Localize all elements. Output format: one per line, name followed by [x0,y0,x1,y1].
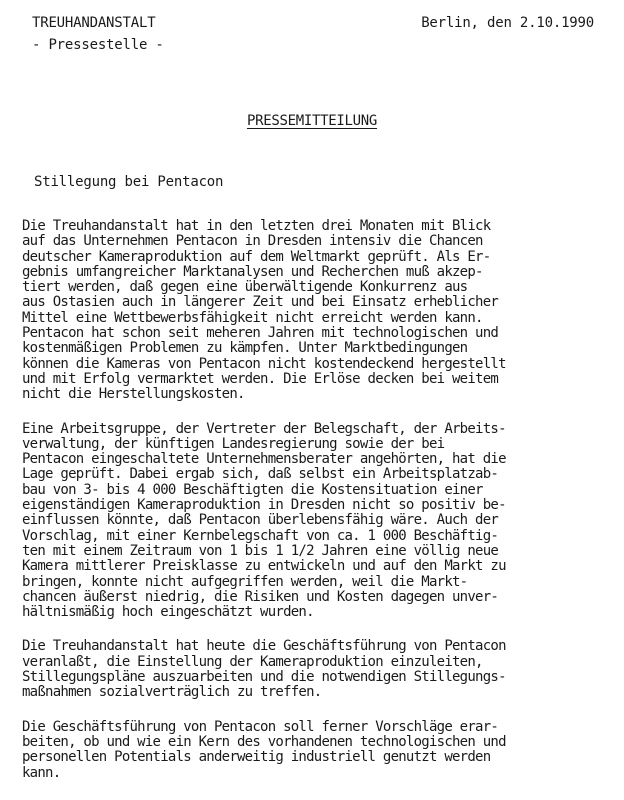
text-line: kann. [22,764,61,781]
text-line: aus Ostasien auch in längerer Zeit und bei Einsatz erheblicher [22,294,499,311]
text-line: Lage geprüft. Dabei ergab sich, daß selbst ein Arbeitsplatzab- [22,466,499,483]
subject-line: Stillegung bei Pentacon [34,174,224,190]
text-line: hältnismäßig hoch eingeschätzt wurden. [22,604,314,621]
text-line: gebnis umfangreicher Marktanalysen und Recherchen muß akzep- [22,263,483,280]
text-line: chancen äußerst niedrig, die Risiken und Kosten dagegen unver- [22,588,499,605]
text-line: Die Treuhandanstalt hat heute die Geschäftsführung von Pentacon [22,638,506,655]
text-line: Eine Arbeitsgruppe, der Vertreter der Belegschaft, der Arbeits- [22,420,506,437]
text-line: ten mit einem Zeitraum von 1 bis 1 1/2 Jahren eine völlig neue [22,542,499,559]
text-line: personellen Potentials anderweitig industriell genutzt werden [22,749,491,766]
text-line: bringen, konnte nicht aufgegriffen werden, weil die Markt- [22,573,468,590]
paragraph [22,422,612,621]
text-line: deutscher Kameraproduktion auf dem Weltmarkt geprüft. Als Er- [22,248,491,265]
department-name: - Pressestelle - [32,37,164,53]
text-line: bau von 3- bis 4 000 Beschäftigten die Kostensituation einer [22,481,483,498]
text-line: tiert werden, daß gegen eine überwältigende Konkurrenz aus [22,279,468,296]
text-line: Mittel eine Wettbewerbsfähigkeit nicht erreicht werden kann. [22,309,483,326]
place-date: Berlin, den 2.10.1990 [421,15,594,31]
text-line: Die Treuhandanstalt hat in den letzten drei Monaten mit Blick [22,218,491,234]
organization-name: TREUHANDANSTALT [32,15,156,31]
body-text [22,219,612,800]
text-line: Pentacon hat schon seit meheren Jahren mit technologischen und [22,325,499,342]
text-line: Kamera mittlerer Preisklasse zu entwickeln und auf den Markt zu [22,558,506,575]
document-title: PRESSEMITTEILUNG [246,113,378,129]
document-title-wrapper [0,112,624,130]
text-line: beiten, ob und wie ein Kern des vorhandenen technologischen und [22,733,506,750]
text-line: einflussen könnte, daß Pentacon überlebensfähig wäre. Auch der [22,512,499,529]
letterhead [32,12,164,56]
paragraph [22,720,612,781]
text-line: maßnahmen sozialverträglich zu treffen. [22,684,322,701]
text-line: nicht die Herstellungskosten. [22,386,245,403]
text-line: auf das Unternehmen Pentacon in Dresden intensiv die Chancen [22,233,483,250]
text-line: und mit Erfolg vermarktet werden. Die Erlöse decken bei weitem [22,370,499,387]
text-line: Stillegungspläne auszuarbeiten und die notwendigen Stillegungs- [22,669,506,686]
text-line: eigenständigen Kameraproduktion in Dresden nicht so positiv be- [22,497,506,514]
text-line: kostenmäßigen Problemen zu kämpfen. Unter Marktbedingungen [22,340,468,357]
text-line: können die Kameras von Pentacon nicht kostendeckend hergestellt [22,355,506,372]
paragraph [22,219,612,403]
text-line: verwaltung, der künftigen Landesregierung sowie der bei [22,435,445,452]
text-line: Pentacon eingeschaltete Unternehmensberater angehörten, hat die [22,451,506,468]
text-line: Vorschlag, mit einer Kernbelegschaft von ca. 1 000 Beschäftig- [22,527,499,544]
text-line: Die Geschäftsführung von Pentacon soll ferner Vorschläge erar- [22,718,499,735]
text-line: veranlaßt, die Einstellung der Kameraproduktion einzuleiten, [22,653,483,670]
paragraph [22,639,612,700]
